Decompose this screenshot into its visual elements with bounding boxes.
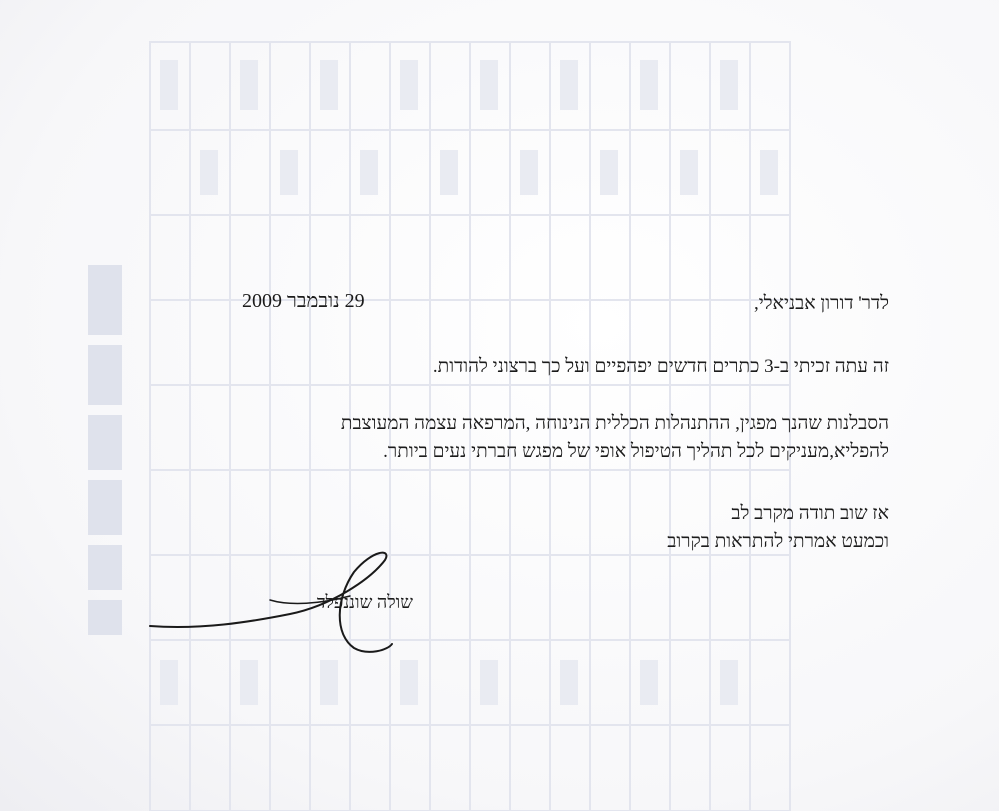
signature-name: שולה שוננפלד	[316, 592, 413, 612]
paragraph-thanks: זה עתה זכיתי ב-3 כתרים חדשים יפהפיים ועל כך ברצוני להודות.	[432, 356, 889, 377]
letter-date: 29 נובמבר 2009	[242, 290, 365, 312]
paragraph-praise-line-1: הסבלנות שהנך מפגין, ההתנהלות הכללית הנינוחה ,המרפאה עצמה המעוצבת	[340, 413, 889, 434]
paragraph-praise-line-2: להפליא,מעניקים לכל תהליך הטיפול אופי של מפגש חברתי נעים ביותר.	[383, 441, 889, 462]
salutation: לדר' דורון אבניאלי,	[753, 293, 889, 314]
handwritten-signature	[140, 540, 420, 660]
closing-line-2: וכמעט אמרתי להתראות בקרוב	[667, 531, 889, 552]
closing-line-1: אז שוב תודה מקרב לב	[731, 503, 889, 524]
